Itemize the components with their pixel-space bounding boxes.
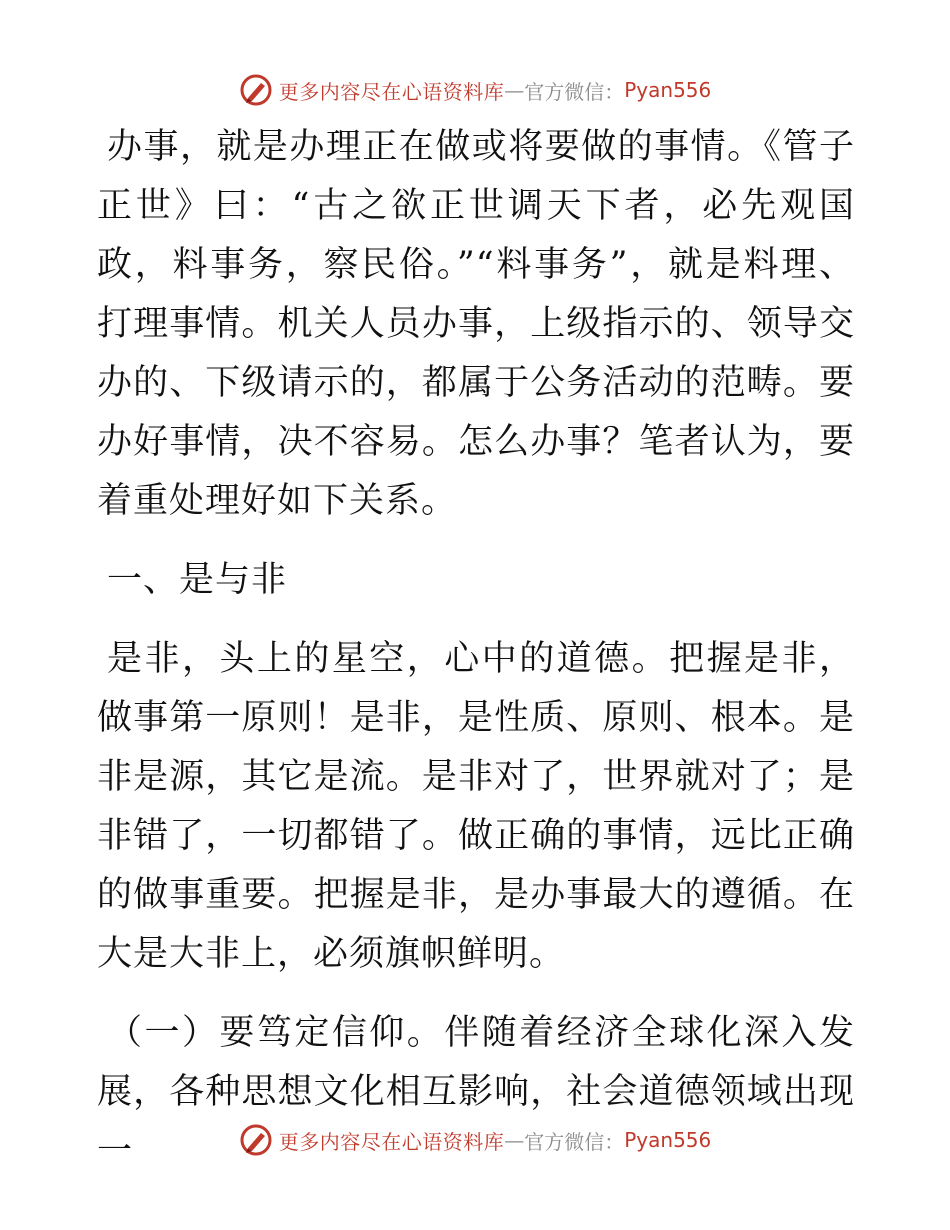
- paragraph-right-wrong: 是非，头上的星空，心中的道德。把握是非，做事第一原则！是非，是性质、原则、根本。是非是源，其它是流。是非对了，世界就对了；是非错了，一切都错了。做正确的事情，远比正确的做事重要。把握是非，是办事最大的遵循。在大是大非上，必须旗帜鲜明。: [97, 639, 855, 974]
- watermark-wechat-id: Pyan556: [624, 1128, 712, 1152]
- paragraph-belief: （一）要笃定信仰。伴随着经济全球化深入发展，各种思想文化相互影响，社会道德领域出现一: [97, 1013, 855, 1171]
- watermark-dash: —: [504, 1128, 525, 1152]
- document-body: [97, 118, 855, 1201]
- watermark-wechat-label: 官方微信：: [524, 1129, 625, 1154]
- watermark-text: 更多内容尽在心语资料库: [278, 79, 505, 104]
- pen-in-circle-icon: [239, 73, 273, 107]
- watermark-wechat-id: Pyan556: [624, 78, 712, 102]
- watermark-wechat-label: 官方微信：: [524, 79, 625, 104]
- header-watermark: [0, 70, 950, 110]
- section-heading: 一、是与非: [107, 560, 288, 600]
- watermark-dash: —: [504, 78, 525, 102]
- watermark-text: 更多内容尽在心语资料库: [278, 1129, 505, 1154]
- footer-watermark: [0, 1120, 950, 1160]
- pen-in-circle-icon: [239, 1123, 273, 1157]
- paragraph-intro: 办事，就是办理正在做或将要做的事情。《管子 正世》曰：“古之欲正世调天下者，必先观国政，料事务，察民俗。”“料事务”，就是料理、打理事情。机关人员办事，上级指示的、领导交办的、下级请示的，都属于公务活动的范畴。要办好事情，决不容易。怎么办事？笔者认为，要着重处理好如下关系。: [97, 127, 855, 521]
